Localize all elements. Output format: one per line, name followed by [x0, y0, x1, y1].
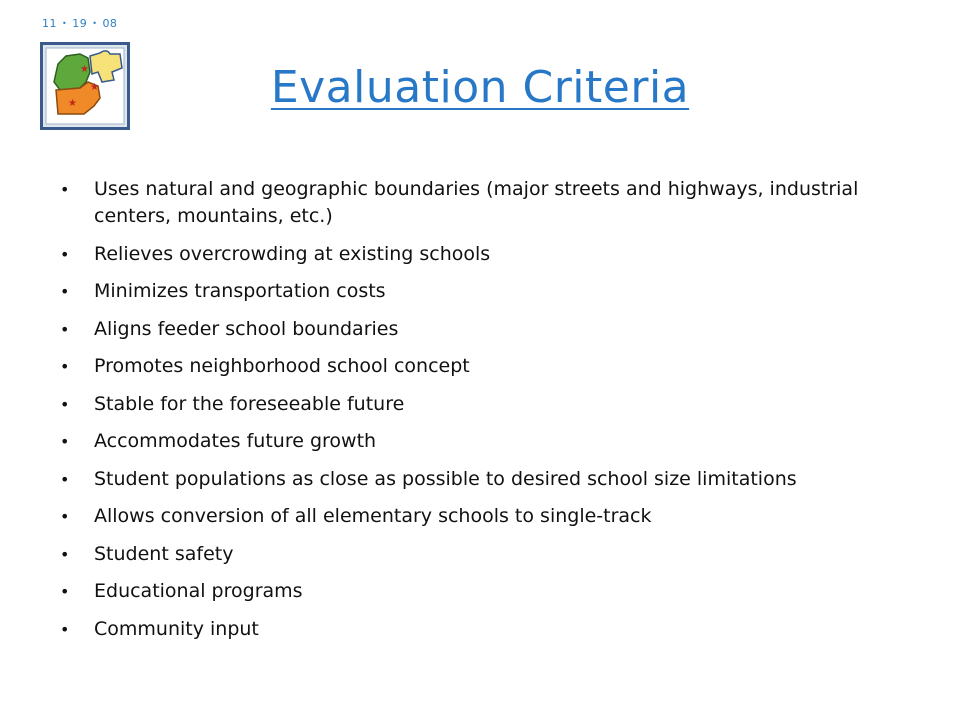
bullet-icon: • — [60, 180, 70, 199]
bullet-icon: • — [60, 394, 70, 414]
svg-text:★: ★ — [90, 82, 99, 93]
slide-date — [42, 17, 117, 30]
criteria-text: Allows conversion of all elementary schools to single-track — [94, 505, 652, 527]
date-month: 11 — [42, 17, 57, 30]
criteria-item — [60, 353, 910, 380]
criteria-item — [60, 278, 910, 305]
bullet-icon: • — [60, 582, 70, 601]
criteria-item — [60, 391, 910, 418]
bullet-icon: • — [60, 282, 70, 301]
svg-text:★: ★ — [68, 98, 77, 109]
slide-title: Evaluation Criteria — [270, 62, 690, 113]
criteria-item — [60, 176, 910, 230]
date-separator: • — [62, 19, 68, 28]
criteria-text: Accommodates future growth — [94, 430, 377, 452]
criteria-text: Minimizes transportation costs — [94, 280, 386, 302]
svg-text:★: ★ — [80, 64, 89, 75]
criteria-item — [60, 428, 910, 455]
criteria-item — [60, 503, 910, 530]
bullet-icon: • — [60, 244, 70, 264]
criteria-item — [60, 616, 910, 643]
criteria-text: Stable for the foreseeable future — [94, 392, 405, 415]
date-separator: • — [92, 19, 98, 28]
criteria-text: Uses natural and geographic boundaries (major streets and highways, industrial centers, mountains, etc.) — [94, 178, 859, 227]
criteria-item — [60, 316, 910, 343]
criteria-item — [60, 578, 910, 605]
criteria-item — [60, 541, 910, 568]
bullet-icon: • — [60, 357, 70, 376]
criteria-text: Educational programs — [94, 580, 303, 602]
bullet-icon: • — [60, 469, 70, 489]
criteria-text: Student populations as close as possible to desired school size limitations — [94, 467, 797, 490]
date-year: 08 — [102, 17, 118, 30]
criteria-text: Student safety — [94, 542, 234, 565]
criteria-text: Aligns feeder school boundaries — [94, 317, 399, 340]
criteria-text: Promotes neighborhood school concept — [94, 355, 470, 377]
date-day: 19 — [72, 17, 88, 30]
bullet-icon: • — [60, 319, 70, 339]
criteria-item — [60, 466, 910, 493]
criteria-text: Relieves overcrowding at existing schools — [94, 242, 491, 265]
criteria-text: Community input — [94, 617, 259, 640]
bullet-icon: • — [60, 507, 70, 526]
criteria-list — [60, 176, 910, 653]
bullet-icon: • — [60, 544, 70, 564]
bullet-icon: • — [60, 619, 70, 639]
criteria-item — [60, 241, 910, 268]
bullet-icon: • — [60, 432, 70, 451]
